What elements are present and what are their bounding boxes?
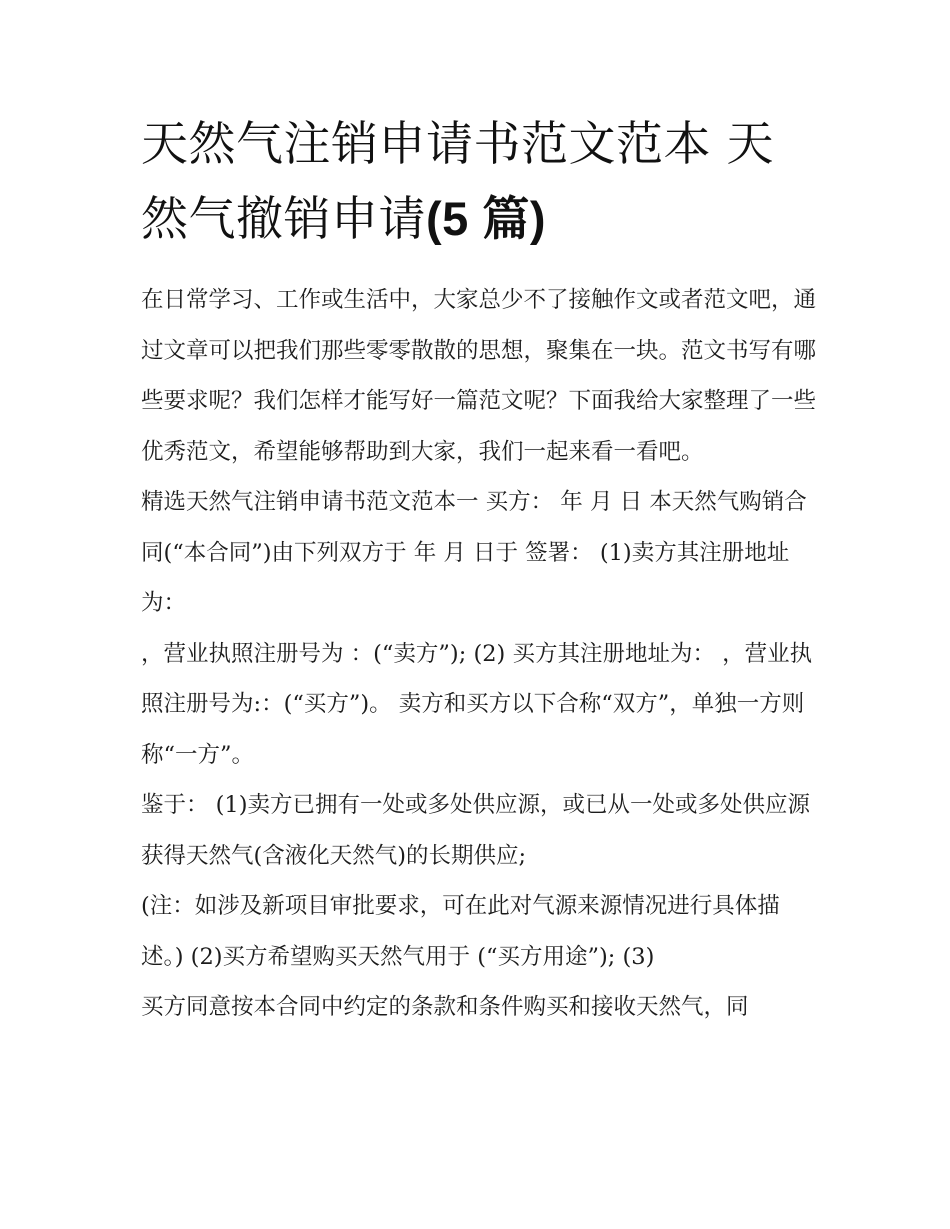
document-title (141, 108, 820, 257)
paragraph-note: (注：如涉及新项目审批要求，可在此对气源来源情况进行具体描述。) (2)买方希望购买天然气用于 (“买方用途”); (3) (141, 893, 780, 970)
document-body (141, 275, 820, 1033)
document-title-suffix: (5 篇) (426, 192, 546, 245)
paragraph-contract-parties: 精选天然气注销申请书范文范本一 买方： 年 月 日 本天然气购销合同(“本合同”)由下列双方于 年 月 日于 签署： (1)卖方其注册地址为： (141, 489, 807, 616)
paragraph-agreement: 买方同意按本合同中约定的条款和条件购买和接收天然气，同 (141, 994, 749, 1020)
paragraph-intro: 在日常学习、工作或生活中，大家总少不了接触作文或者范文吧，通过文章可以把我们那些零零散散的思想，聚集在一块。范文书写有哪些要求呢？我们怎样才能写好一篇范文呢？下面我给大家整理了一些优秀范文，希望能够帮助到大家，我们一起来看一看吧。 (141, 287, 817, 465)
document-title-main: 天然气注销申请书范文范本 天然气撤销申请 (141, 117, 774, 247)
paragraph-whereas: 鉴于： (1)卖方已拥有一处或多处供应源，或已从一处或多处供应源获得天然气(含液化天然气)的长期供应; (141, 792, 811, 869)
paragraph-registration: ，营业执照注册号为 ：(“卖方”); (2) 买方其注册地址为： ，营业执照注册号为:：(“买方”)。 卖方和买方以下合称“双方”，单独一方则称“一方”。 (141, 640, 813, 768)
